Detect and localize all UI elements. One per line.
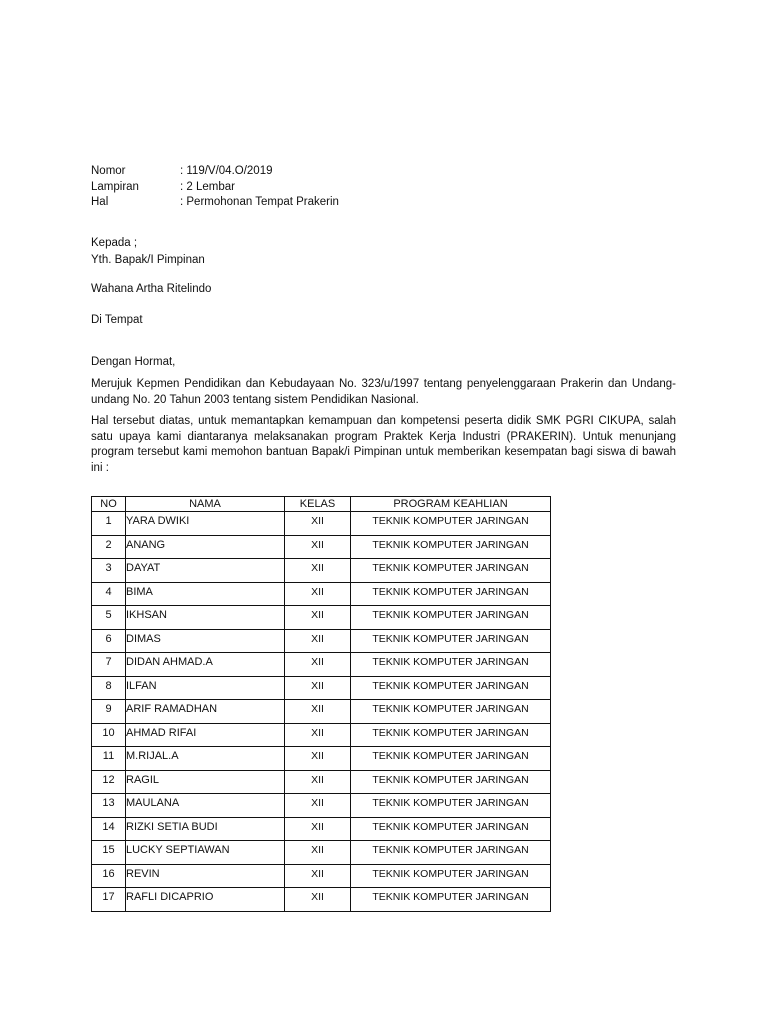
row-number: 11 [92,747,126,771]
table-row [92,817,551,841]
row-number: 4 [92,582,126,606]
nomor-label: Nomor [91,165,126,177]
student-program: TEKNIK KOMPUTER JARINGAN [351,653,551,677]
student-class: XII [285,629,351,653]
student-class: XII [285,794,351,818]
student-class: XII [285,817,351,841]
student-program: TEKNIK KOMPUTER JARINGAN [351,582,551,606]
table-row [92,747,551,771]
student-name: MAULANA [126,794,285,818]
student-name: ILFAN [126,676,285,700]
header-kelas: KELAS [285,497,351,512]
table-row [92,723,551,747]
student-program: TEKNIK KOMPUTER JARINGAN [351,606,551,630]
table-row [92,606,551,630]
hal-value: : Permohonan Tempat Prakerin [180,196,339,208]
student-name: LUCKY SEPTIAWAN [126,841,285,865]
row-number: 9 [92,700,126,724]
student-name: BIMA [126,582,285,606]
student-program: TEKNIK KOMPUTER JARINGAN [351,629,551,653]
row-number: 8 [92,676,126,700]
header-nama: NAMA [126,497,285,512]
student-name: M.RIJAL.A [126,747,285,771]
row-number: 17 [92,888,126,912]
student-program: TEKNIK KOMPUTER JARINGAN [351,723,551,747]
table-row [92,864,551,888]
student-name: IKHSAN [126,606,285,630]
student-program: TEKNIK KOMPUTER JARINGAN [351,700,551,724]
company-name: Wahana Artha Ritelindo [91,283,212,295]
row-number: 15 [92,841,126,865]
student-name: RAFLI DICAPRIO [126,888,285,912]
table-row [92,794,551,818]
table-row [92,535,551,559]
student-class: XII [285,700,351,724]
student-program: TEKNIK KOMPUTER JARINGAN [351,841,551,865]
salutation: Dengan Hormat, [91,356,176,368]
header-row-lampiran [91,180,339,196]
student-name: ARIF RAMADHAN [126,700,285,724]
hal-label: Hal [91,196,109,208]
student-program: TEKNIK KOMPUTER JARINGAN [351,512,551,536]
di-tempat: Di Tempat [91,314,143,326]
table-row [92,888,551,912]
student-class: XII [285,582,351,606]
body-paragraph-1: Merujuk Kepmen Pendidikan dan Kebudayaan No. 323/u/1997 tentang penyelenggaraan Prakerin dan Undang-undang No. 20 Tahun 2003 tentang sistem Pendidikan Nasional. [91,378,676,406]
nomor-value: : 119/V/04.O/2019 [180,165,273,177]
student-table [91,496,551,912]
student-name: REVIN [126,864,285,888]
table-row [92,676,551,700]
student-class: XII [285,559,351,583]
student-program: TEKNIK KOMPUTER JARINGAN [351,888,551,912]
row-number: 13 [92,794,126,818]
student-name: DIMAS [126,629,285,653]
student-class: XII [285,606,351,630]
student-class: XII [285,864,351,888]
student-program: TEKNIK KOMPUTER JARINGAN [351,817,551,841]
header-row-hal [91,195,339,211]
student-class: XII [285,770,351,794]
student-program: TEKNIK KOMPUTER JARINGAN [351,559,551,583]
student-name: DIDAN AHMAD.A [126,653,285,677]
table-row [92,559,551,583]
lampiran-value: : 2 Lembar [180,180,235,193]
student-name: AHMAD RIFAI [126,723,285,747]
row-number: 1 [92,512,126,536]
row-number: 10 [92,723,126,747]
row-number: 7 [92,653,126,677]
table-row [92,512,551,536]
table-row [92,841,551,865]
table-body [92,512,551,912]
student-name: RAGIL [126,770,285,794]
student-class: XII [285,723,351,747]
row-number: 12 [92,770,126,794]
yth-line: Yth. Bapak/I Pimpinan [91,254,205,266]
student-name: ANANG [126,535,285,559]
table-row [92,653,551,677]
table-row [92,582,551,606]
recipient-block [91,235,205,269]
letter-header [91,164,339,211]
student-program: TEKNIK KOMPUTER JARINGAN [351,676,551,700]
header-row-nomor [91,164,339,180]
row-number: 5 [92,606,126,630]
student-class: XII [285,841,351,865]
student-program: TEKNIK KOMPUTER JARINGAN [351,770,551,794]
student-program: TEKNIK KOMPUTER JARINGAN [351,747,551,771]
table-header-row [92,497,551,512]
student-class: XII [285,535,351,559]
student-name: DAYAT [126,559,285,583]
student-class: XII [285,888,351,912]
student-program: TEKNIK KOMPUTER JARINGAN [351,864,551,888]
row-number: 3 [92,559,126,583]
student-name: YARA DWIKI [126,512,285,536]
row-number: 16 [92,864,126,888]
lampiran-label: Lampiran [91,180,139,193]
student-name: RIZKI SETIA BUDI [126,817,285,841]
student-class: XII [285,676,351,700]
header-program: PROGRAM KEAHLIAN [351,497,551,512]
body-paragraph-2: Hal tersebut diatas, untuk memantapkan kemampuan dan kompetensi peserta didik SMK PGRI CIKUPA, salah satu upaya kami diantaranya melaksanakan program Praktek Kerja Industri (PRAKERIN). Untuk menunjang program tersebut kami memohon bantuan Bapak/i Pimpinan untuk memberikan kesempatan bagi siswa di bawah ini : [91,415,676,474]
student-class: XII [285,512,351,536]
table-row [92,700,551,724]
header-no: NO [92,497,126,512]
row-number: 14 [92,817,126,841]
row-number: 6 [92,629,126,653]
table-row [92,629,551,653]
student-class: XII [285,653,351,677]
kepada-line: Kepada ; [91,237,138,249]
table-row [92,770,551,794]
student-program: TEKNIK KOMPUTER JARINGAN [351,535,551,559]
row-number: 2 [92,535,126,559]
student-class: XII [285,747,351,771]
student-program: TEKNIK KOMPUTER JARINGAN [351,794,551,818]
